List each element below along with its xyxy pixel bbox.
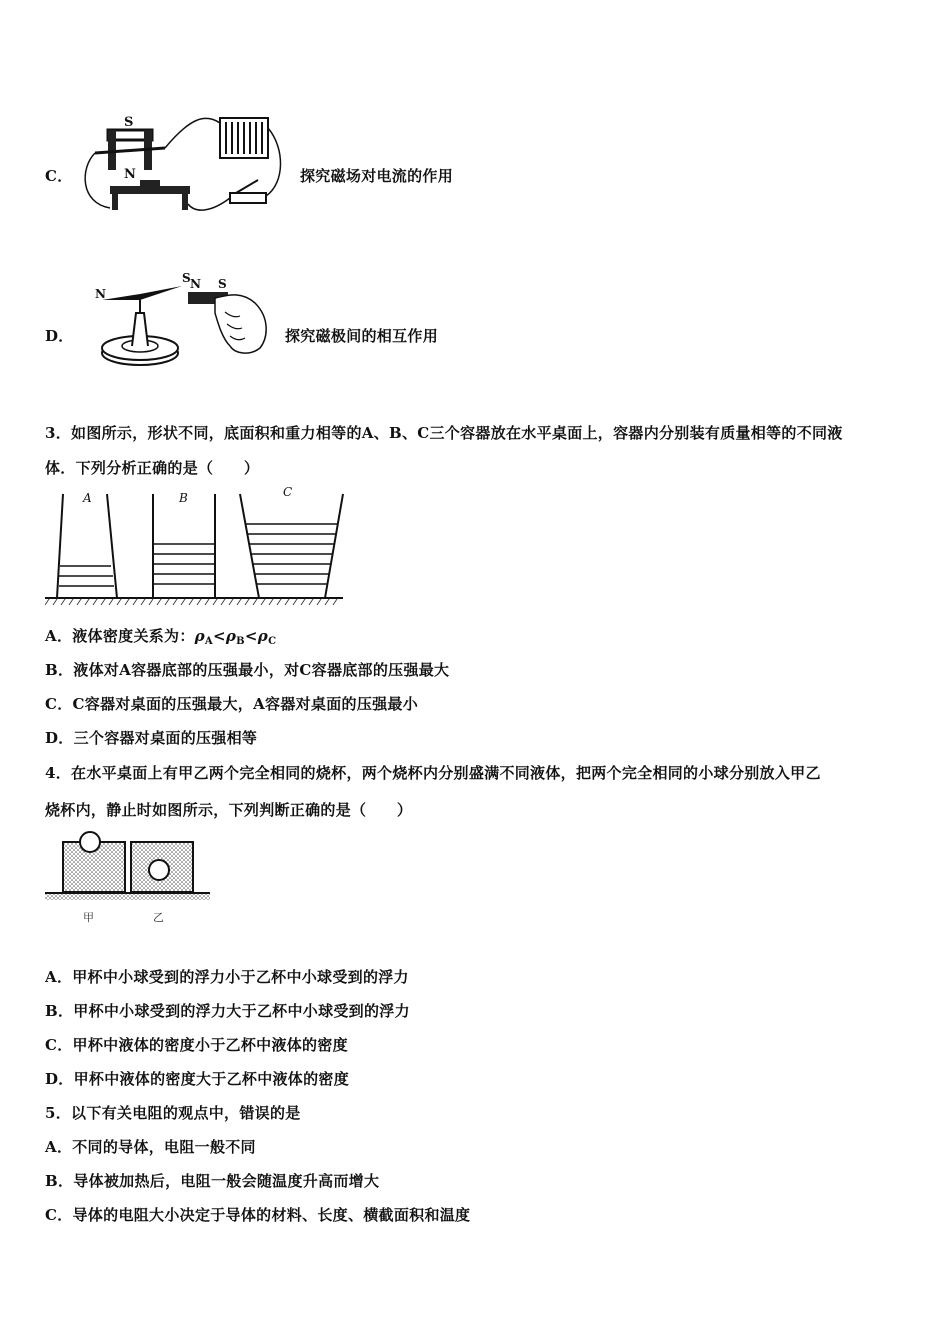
q5-option-b: B．导体被加热后，电阻一般会随温度升高而增大 <box>45 1172 380 1190</box>
rho-symbol: ρ <box>257 627 269 645</box>
q2-option-c-caption: 探究磁场对电流的作用 <box>300 167 454 185</box>
label-a: A <box>83 491 92 505</box>
sub-c: C <box>268 636 277 647</box>
q4-option-b: B．甲杯中小球受到的浮力大于乙杯中小球受到的浮力 <box>45 1002 410 1020</box>
bar-s-label: S <box>218 277 227 291</box>
q4-stem-line2: 烧杯内，静止时如图所示，下列判断正确的是（ ） <box>45 801 413 819</box>
q2-option-c-figure <box>80 108 295 223</box>
needle-s-label: S <box>182 271 191 285</box>
q3-option-b: B．液体对A容器底部的压强最小，对C容器底部的压强最大 <box>45 661 450 679</box>
q4-beakers-figure <box>45 825 215 935</box>
less-than-1: < <box>212 627 226 645</box>
q3-option-c: C．C容器对桌面的压强最大，A容器对桌面的压强最小 <box>45 695 419 713</box>
less-than-2: < <box>244 627 258 645</box>
container-a <box>57 494 117 598</box>
magnetic-needle <box>102 286 182 300</box>
q5-option-c: C．导体的电阻大小决定于导体的材料、长度、横截面积和温度 <box>45 1206 471 1224</box>
rho-symbol: ρ <box>194 627 205 645</box>
q2-option-c-letter: C． <box>45 167 73 185</box>
q3-containers-figure <box>45 484 345 614</box>
q3-option-a <box>45 625 276 647</box>
q3-stem-line1: 3．如图所示，形状不同，底面积和重力相等的A、B、C三个容器放在水平桌面上，容器内分别装有质量相等的不同液 <box>45 424 843 442</box>
ball-jia <box>80 832 100 852</box>
q2-option-d-caption: 探究磁极间的相互作用 <box>285 327 439 345</box>
switch <box>230 193 266 203</box>
q2-option-d-figure <box>90 268 285 383</box>
label-yi: 乙 <box>153 911 164 924</box>
hand <box>215 295 266 353</box>
q2-option-d-letter: D． <box>45 327 74 345</box>
q4-option-c: C．甲杯中液体的密度小于乙杯中液体的密度 <box>45 1036 348 1054</box>
q4-option-a: A．甲杯中小球受到的浮力小于乙杯中小球受到的浮力 <box>45 968 409 986</box>
container-b <box>153 494 215 598</box>
needle-n-label: N <box>95 287 106 301</box>
label-b: B <box>179 491 188 505</box>
sub-a: A <box>204 636 213 647</box>
q3-option-d: D．三个容器对桌面的压强相等 <box>45 729 258 747</box>
q4-stem-line1: 4．在水平桌面上有甲乙两个完全相同的烧杯，两个烧杯内分别盛满不同液体，把两个完全相同的小球分别放入甲乙 <box>45 764 821 782</box>
label-jia: 甲 <box>83 911 94 924</box>
bar-n-label: N <box>190 277 201 291</box>
sub-b: B <box>236 636 245 647</box>
q5-option-a: A．不同的导体，电阻一般不同 <box>45 1138 256 1156</box>
rho-symbol: ρ <box>225 627 237 645</box>
magnet-n-label: N <box>124 167 136 182</box>
q5-stem: 5．以下有关电阻的观点中，错误的是 <box>45 1104 301 1122</box>
label-c: C <box>283 485 293 499</box>
magnet-s-label: S <box>124 115 134 130</box>
ball-yi <box>149 860 169 880</box>
q3-option-a-prefix: A．液体密度关系为： <box>45 627 195 645</box>
q4-option-d: D．甲杯中液体的密度大于乙杯中液体的密度 <box>45 1070 350 1088</box>
container-c <box>240 494 343 598</box>
q3-stem-line2: 体．下列分析正确的是（ ） <box>45 459 260 477</box>
